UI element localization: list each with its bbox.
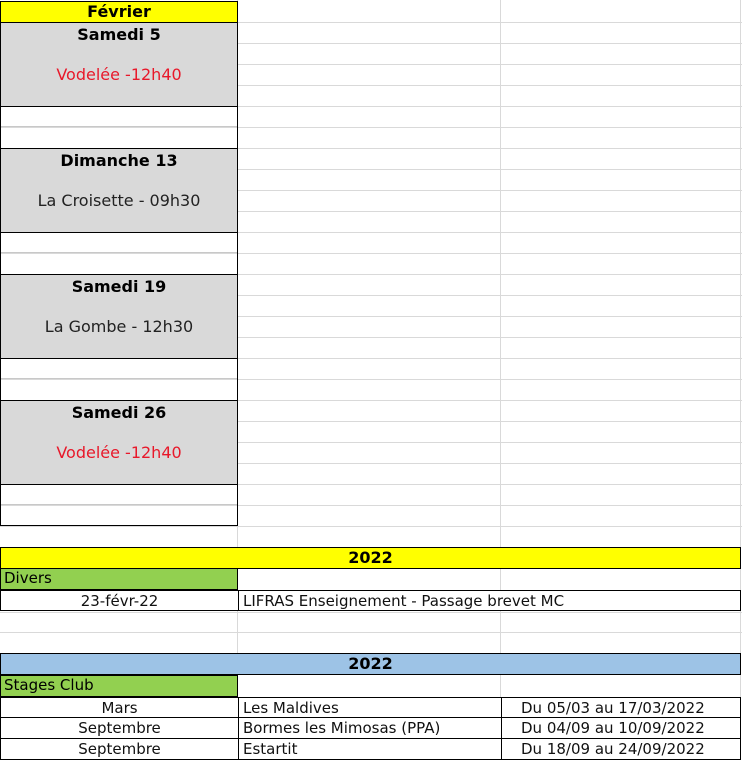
stage-place: Estartit (243, 740, 298, 758)
event-card[interactable] (0, 148, 238, 233)
event-place: La Gombe - 12h30 (44, 317, 194, 336)
month-header: Février (0, 1, 238, 23)
event-day: Dimanche 13 (60, 151, 178, 170)
stage-dates: Du 05/03 au 17/03/2022 (521, 699, 705, 717)
table-row[interactable] (0, 590, 741, 611)
gridline (0, 612, 742, 613)
stage-place: Les Maldives (243, 699, 339, 717)
blank-cells (0, 484, 238, 526)
gridline (0, 632, 742, 633)
event-day: Samedi 5 (77, 25, 161, 44)
event-place: Vodelée -12h40 (56, 443, 182, 462)
event-card[interactable] (0, 274, 238, 359)
divers-description: LIFRAS Enseignement - Passage brevet MC (243, 592, 565, 610)
year-header-stages: 2022 (0, 653, 741, 675)
blank-cells (0, 232, 238, 275)
blank-cells (0, 358, 238, 401)
stage-month: Mars (101, 699, 138, 717)
event-day: Samedi 26 (71, 403, 167, 422)
year-header-divers: 2022 (0, 547, 741, 569)
table-row[interactable] (0, 718, 741, 739)
stage-dates: Du 04/09 au 10/09/2022 (521, 719, 705, 737)
gridline (500, 0, 501, 760)
divers-date: 23-févr-22 (80, 592, 159, 610)
table-row[interactable] (0, 697, 741, 718)
stage-month: Septembre (78, 740, 161, 758)
table-row[interactable] (0, 739, 741, 760)
gridline (740, 0, 741, 760)
event-place: La Croisette - 09h30 (37, 191, 201, 210)
stage-place: Bormes les Mimosas (PPA) (243, 719, 441, 737)
event-day: Samedi 19 (71, 277, 167, 296)
event-place: Vodelée -12h40 (56, 65, 182, 84)
stage-dates: Du 18/09 au 24/09/2022 (521, 740, 705, 758)
stage-month: Septembre (78, 719, 161, 737)
section-label-stages: Stages Club (0, 675, 238, 697)
event-card[interactable] (0, 400, 238, 485)
gridline (0, 526, 742, 527)
blank-cells (0, 106, 238, 149)
section-label-divers: Divers (0, 568, 238, 590)
event-card[interactable] (0, 22, 238, 107)
